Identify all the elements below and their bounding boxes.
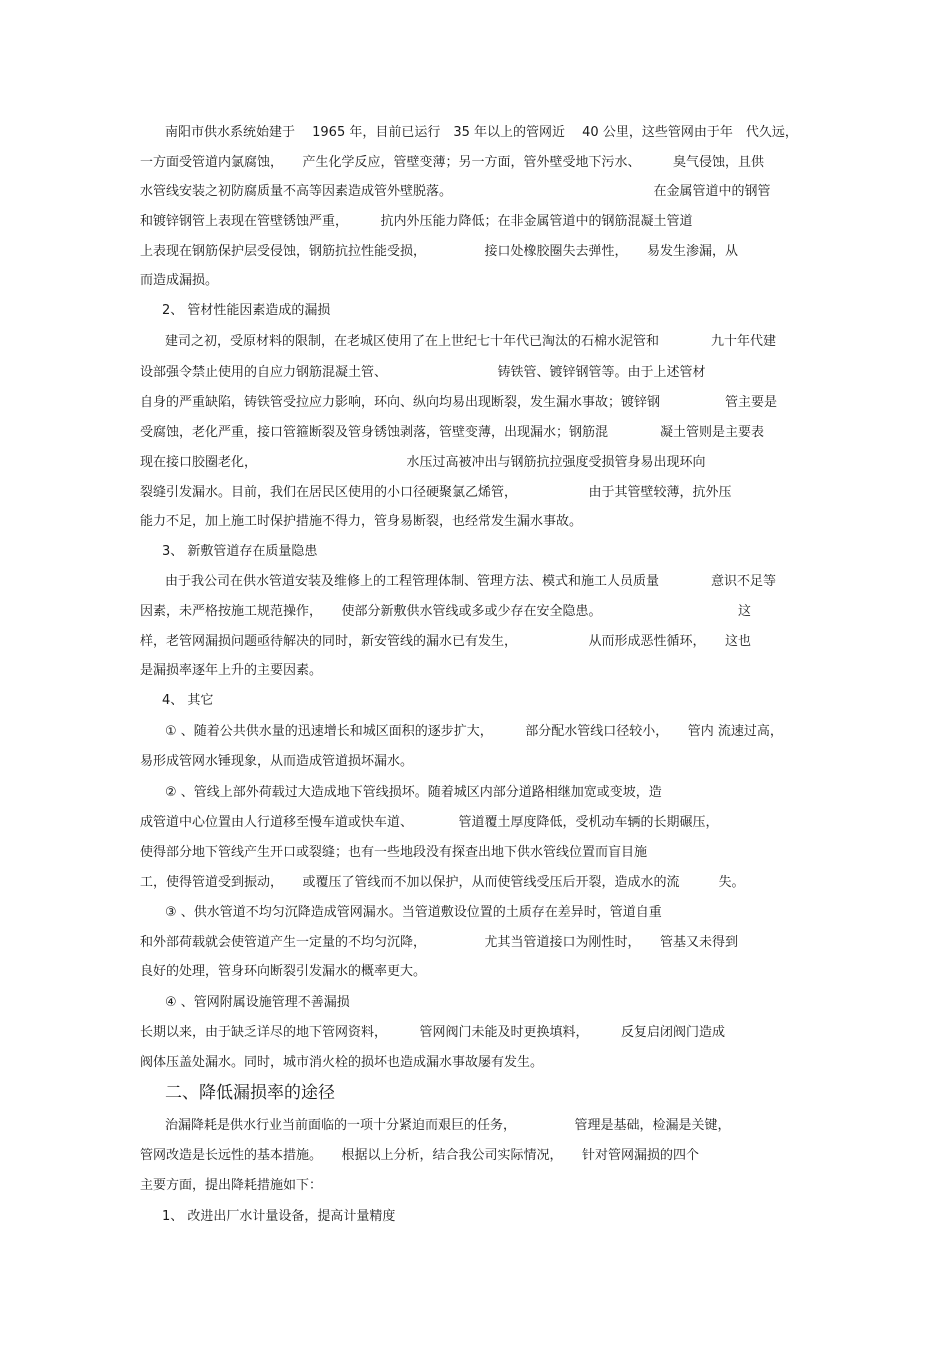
section-heading: 4、 其它 bbox=[162, 693, 214, 708]
paragraph-line: 自身的严重缺陷，铸铁管受拉应力影响，环向、纵向均易出现断裂，发生漏水事故；镀锌钢 管主要是 bbox=[140, 395, 778, 410]
section-heading: 2、 管材性能因素造成的漏损 bbox=[162, 303, 331, 318]
paragraph-line: 长期以来，由于缺乏详尽的地下管网资料， 管网阀门未能及时更换填料， 反复启闭阀门造成 bbox=[140, 1025, 726, 1040]
paragraph-line: 裂缝引发漏水。目前，我们在居民区使用的小口径硬聚氯乙烯管， 由于其管壁较薄，抗外压 bbox=[140, 485, 732, 500]
paragraph-line: 使得部分地下管线产生开口或裂缝；也有一些地段没有探查出地下供水管线位置而盲目施 bbox=[140, 845, 648, 860]
paragraph-line: 由于我公司在供水管道安装及维修上的工程管理体制、管理方法、模式和施工人员质量 意识不足等 bbox=[165, 574, 777, 589]
paragraph-line: 南阳市供水系统始建于 1965 年，目前已运行 35 年以上的管网近 40 公里，这些管网由于年 代久远， bbox=[165, 125, 798, 140]
paragraph-line: 样，老管网漏损问题亟待解决的同时，新安管线的漏水已有发生， 从而形成恶性循环， 这也 bbox=[140, 634, 752, 649]
paragraph-line: 设部强令禁止使用的自应力钢筋混凝土管、 铸铁管、镀锌钢管等。由于上述管材 bbox=[140, 365, 706, 380]
paragraph-line: 而造成漏损。 bbox=[140, 273, 219, 288]
paragraph-line: 水管线安装之初防腐质量不高等因素造成管外壁脱落。 在金属管道中的钢管 bbox=[140, 184, 771, 199]
paragraph-line: 因素，未严格按施工规范操作， 使部分新敷供水管线或多或少存在安全隐患。 这 bbox=[140, 604, 752, 619]
paragraph-line: 能力不足，加上施工时保护措施不得力，管身易断裂，也经常发生漏水事故。 bbox=[140, 514, 583, 529]
paragraph-line: 和镀锌钢管上表现在管壁锈蚀严重， 抗内外压能力降低；在非金属管道中的钢筋混凝土管道 bbox=[140, 214, 693, 229]
paragraph-line: 一方面受管道内氯腐蚀， 产生化学反应，管壁变薄；另一方面，管外壁受地下污水、 臭气侵蚀，且供 bbox=[140, 155, 765, 170]
paragraph-line: ③ 、供水管道不均匀沉降造成管网漏水。当管道敷设位置的土质存在差异时，管道自重 bbox=[165, 905, 662, 920]
paragraph-line: 管网改造是长远性的基本措施。 根据以上分析，结合我公司实际情况， 针对管网漏损的四个 bbox=[140, 1148, 700, 1163]
paragraph-line: 和外部荷载就会使管道产生一定量的不均匀沉降， 尤其当管道接口为刚性时， 管基又未得到 bbox=[140, 935, 739, 950]
paragraph-line: 是漏损率逐年上升的主要因素。 bbox=[140, 663, 323, 678]
paragraph-line: 工，使得管道受到振动， 或覆压了管线而不加以保护，从而使管线受压后开裂，造成水的流 失。 bbox=[140, 875, 745, 890]
section-heading: 1、 改进出厂水计量设备，提高计量精度 bbox=[162, 1209, 396, 1224]
paragraph-line: 建司之初，受原材料的限制，在老城区使用了在上世纪七十年代已淘汰的石棉水泥管和 九十年代建 bbox=[165, 334, 777, 349]
paragraph-line: 主要方面，提出降耗措施如下： bbox=[140, 1178, 323, 1193]
paragraph-line: 易形成管网水锤现象，从而造成管道损坏漏水。 bbox=[140, 754, 414, 769]
paragraph-line: 成管道中心位置由人行道移至慢车道或快车道、 管道覆土厚度降低，受机动车辆的长期碾压， bbox=[140, 815, 719, 830]
paragraph-line: 治漏降耗是供水行业当前面临的一项十分紧迫而艰巨的任务， 管理是基础，检漏是关键， bbox=[165, 1118, 731, 1133]
section-heading: 3、 新敷管道存在质量隐患 bbox=[162, 544, 318, 559]
paragraph-line: 受腐蚀，老化严重，接口管箍断裂及管身锈蚀剥落，管壁变薄，出现漏水；钢筋混 凝土管则是主要表 bbox=[140, 425, 765, 440]
paragraph-line: ④ 、管网附属设施管理不善漏损 bbox=[165, 995, 350, 1010]
paragraph-line: ① 、随着公共供水量的迅速增长和城区面积的逐步扩大， 部分配水管线口径较小， 管内 流速过高， bbox=[165, 724, 783, 739]
chapter-heading: 二、降低漏损率的途径 bbox=[165, 1083, 335, 1103]
paragraph-line: 上表现在钢筋保护层受侵蚀，钢筋抗拉性能受损， 接口处橡胶圈失去弹性， 易发生渗漏，从 bbox=[140, 244, 739, 259]
paragraph-line: ② 、管线上部外荷载过大造成地下管线损坏。随着城区内部分道路相继加宽或变坡，造 bbox=[165, 785, 662, 800]
paragraph-line: 阀体压盖处漏水。同时，城市消火栓的损坏也造成漏水事故屡有发生。 bbox=[140, 1055, 544, 1070]
paragraph-line: 现在接口胶圈老化， 水压过高被冲出与钢筋抗拉强度受损管身易出现环向 bbox=[140, 455, 706, 470]
paragraph-line: 良好的处理，管身环向断裂引发漏水的概率更大。 bbox=[140, 964, 427, 979]
